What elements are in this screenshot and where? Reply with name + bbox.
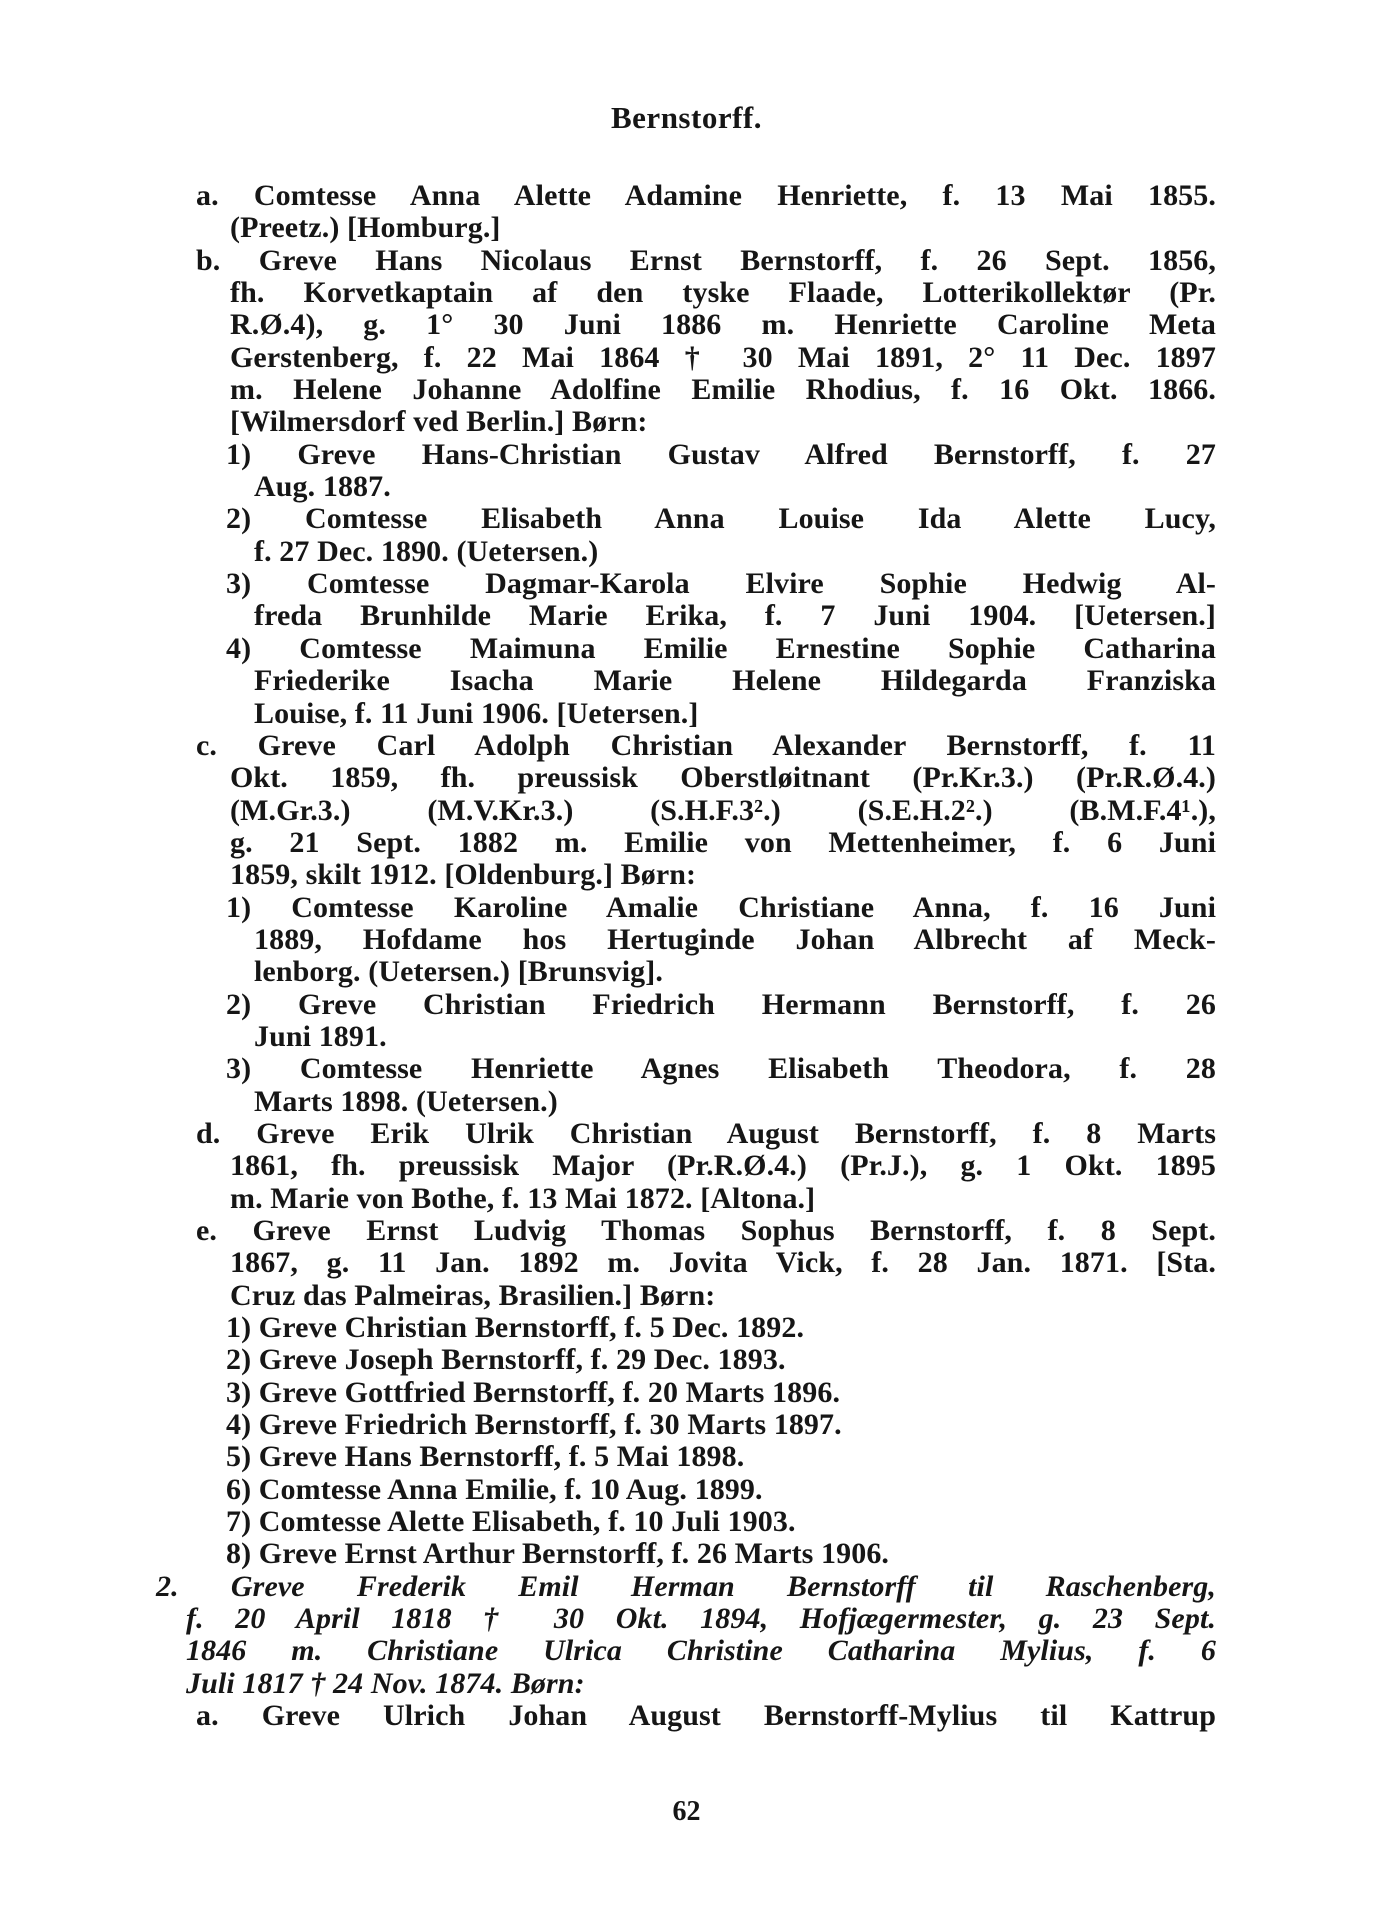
text-line: Gerstenberg, f. 22 Mai 1864 † 30 Mai 1891, 2° 11 Dec. 1897 [230, 340, 1216, 374]
text-line: R.Ø.4), g. 1° 30 Juni 1886 m. Henriette Caroline Meta [230, 308, 1216, 342]
text-line: 1846 m. Christiane Ulrica Christine Catharina Mylius, f. 6 [186, 1634, 1216, 1668]
text-line: Friederike Isacha Marie Helene Hildegarda Franziska [254, 664, 1216, 698]
text-line: 2) Greve Joseph Bernstorff, f. 29 Dec. 1893. [226, 1343, 786, 1377]
page-number: 62 [672, 1796, 701, 1827]
text-line: 5) Greve Hans Bernstorff, f. 5 Mai 1898. [226, 1440, 745, 1474]
text-line: freda Brunhilde Marie Erika, f. 7 Juni 1904. [Uetersen.] [254, 599, 1216, 633]
text-line: 3) Comtesse Henriette Agnes Elisabeth Theodora, f. 28 [226, 1052, 1216, 1086]
text-line: Okt. 1859, fh. preussisk Oberstløitnant (Pr.Kr.3.) (Pr.R.Ø.4.) [230, 761, 1216, 795]
text-line: Juni 1891. [254, 1019, 387, 1053]
text-line: f. 20 April 1818 † 30 Okt. 1894, Hofjægermester, g. 23 Sept. [186, 1602, 1216, 1636]
genealogy-text-block [156, 180, 1216, 1733]
text-line: c. Greve Carl Adolph Christian Alexander Bernstorff, f. 11 [196, 728, 1216, 762]
text-line: d. Greve Erik Ulrik Christian August Bernstorff, f. 8 Marts [196, 1116, 1216, 1150]
text-line: m. Marie von Bothe, f. 13 Mai 1872. [Altona.] [230, 1181, 816, 1215]
text-line: f. 27 Dec. 1890. (Uetersen.) [254, 534, 599, 568]
text-line: Cruz das Palmeiras, Brasilien.] Børn: [230, 1278, 716, 1312]
text-line: lenborg. (Uetersen.) [Brunsvig]. [254, 955, 663, 989]
text-line: 3) Greve Gottfried Bernstorff, f. 20 Marts 1896. [226, 1375, 841, 1409]
text-line: 6) Comtesse Anna Emilie, f. 10 Aug. 1899. [226, 1472, 763, 1506]
text-line: 2. Greve Frederik Emil Herman Bernstorff til Raschenberg, [156, 1569, 1216, 1603]
running-header: Bernstorff. [611, 100, 762, 135]
text-line: 1859, skilt 1912. [Oldenburg.] Børn: [230, 858, 697, 892]
text-line: 1) Comtesse Karoline Amalie Christiane Anna, f. 16 Juni [226, 890, 1216, 924]
text-line: Marts 1898. (Uetersen.) [254, 1084, 558, 1118]
text-line: a. Greve Ulrich Johan August Bernstorff-Mylius til Kattrup [196, 1699, 1216, 1733]
text-line: 2) Comtesse Elisabeth Anna Louise Ida Alette Lucy, [226, 502, 1216, 536]
text-line: 1) Greve Hans-Christian Gustav Alfred Bernstorff, f. 27 [226, 437, 1216, 471]
text-line: 4) Greve Friedrich Bernstorff, f. 30 Marts 1897. [226, 1408, 842, 1442]
text-line: 4) Comtesse Maimuna Emilie Ernestine Sophie Catharina [226, 631, 1216, 665]
text-line: 7) Comtesse Alette Elisabeth, f. 10 Juli 1903. [226, 1505, 796, 1539]
text-line: 1889, Hofdame hos Hertuginde Johan Albrecht af Meck- [254, 922, 1216, 956]
text-line: (Preetz.) [Homburg.] [230, 211, 501, 245]
text-line: Juli 1817 † 24 Nov. 1874. Børn: [186, 1666, 585, 1700]
text-line: Aug. 1887. [254, 470, 391, 504]
text-line: 8) Greve Ernst Arthur Bernstorff, f. 26 Marts 1906. [226, 1537, 890, 1571]
text-line: e. Greve Ernst Ludvig Thomas Sophus Bernstorff, f. 8 Sept. [196, 1214, 1216, 1247]
text-line: 1861, fh. preussisk Major (Pr.R.Ø.4.) (Pr.J.), g. 1 Okt. 1895 [230, 1149, 1216, 1183]
text-line: 2) Greve Christian Friedrich Hermann Bernstorff, f. 26 [226, 987, 1216, 1021]
text-line: b. Greve Hans Nicolaus Ernst Bernstorff, f. 26 Sept. 1856, [196, 243, 1216, 277]
text-line: 1867, g. 11 Jan. 1892 m. Jovita Vick, f. 28 Jan. 1871. [Sta. [230, 1246, 1216, 1280]
text-line: m. Helene Johanne Adolfine Emilie Rhodius, f. 16 Okt. 1866. [230, 373, 1216, 407]
text-line: [Wilmersdorf ved Berlin.] Børn: [230, 405, 648, 439]
text-line: (M.Gr.3.) (M.V.Kr.3.) (S.H.F.3².) (S.E.H.2².) (B.M.F.4¹.), [230, 793, 1216, 827]
text-line: a. Comtesse Anna Alette Adamine Henriette, f. 13 Mai 1855. [196, 179, 1216, 212]
text-line: 3) Comtesse Dagmar-Karola Elvire Sophie Hedwig Al- [226, 567, 1216, 601]
text-line: fh. Korvetkaptain af den tyske Flaade, Lotterikollektør (Pr. [230, 276, 1216, 310]
text-line: Louise, f. 11 Juni 1906. [Uetersen.] [254, 696, 699, 730]
text-line: g. 21 Sept. 1882 m. Emilie von Mettenheimer, f. 6 Juni [230, 825, 1216, 859]
text-line: 1) Greve Christian Bernstorff, f. 5 Dec. 1892. [226, 1311, 805, 1345]
